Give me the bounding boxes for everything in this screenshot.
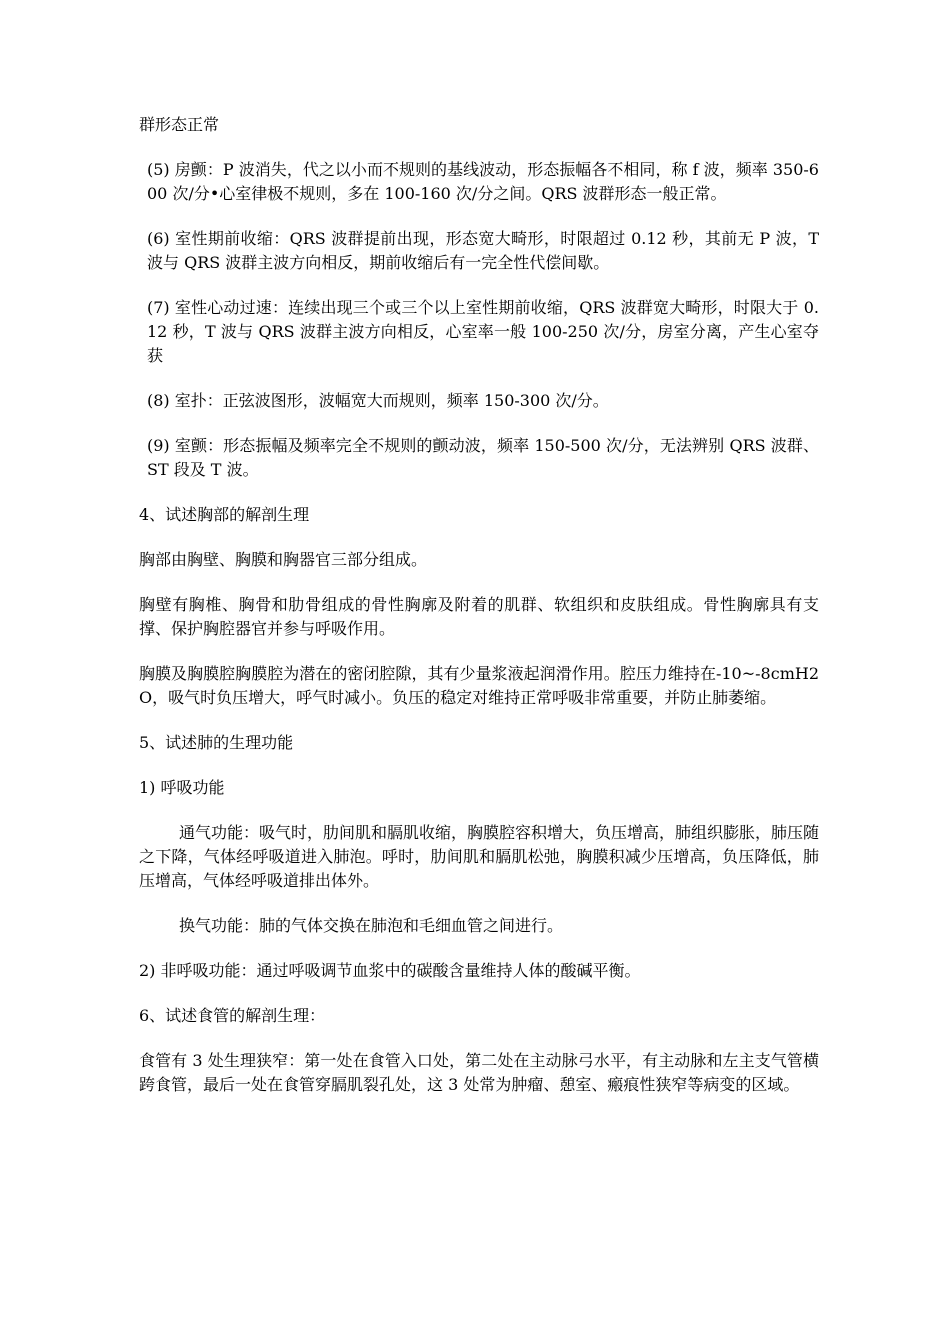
section-heading-chest-anatomy: 4、试述胸部的解剖生理 [139, 505, 310, 524]
paragraph-pleura: 胸膜及胸膜腔胸膜腔为潜在的密闭腔隙，其有少量浆液起润滑作用。腔压力维持在-10~-8cmH2O，吸气时负压增大，呼气时减小。负压的稳定对维持正常呼吸非常重要，并防止肺萎缩。 [139, 664, 819, 707]
paragraph-chest-composition: 胸部由胸壁、胸膜和胸器官三部分组成。 [139, 550, 428, 569]
subheading-respiratory-function: 1) 呼吸功能 [139, 778, 225, 797]
paragraph-ventricular-tachycardia: (7) 室性心动过速：连续出现三个或三个以上室性期前收缩，QRS 波群宽大畸形，时限大于 0.12 秒，T 波与 QRS 波群主波方向相反，心室率一般 100-250 次/分，房室分离，产生心室夺获 [147, 298, 819, 365]
paragraph-ventricular-fibrillation: (9) 室颤：形态振幅及频率完全不规则的颤动波，频率 150-500 次/分，无法辨别 QRS 波群、ST 段及 T 波。 [147, 436, 819, 479]
paragraph-gas-exchange: 换气功能：肺的气体交换在肺泡和毛细血管之间进行。 [179, 916, 564, 935]
paragraph-ventilation: 通气功能：吸气时，肋间肌和膈肌收缩，胸膜腔容积增大，负压增高，肺组织膨胀，肺压随之下降，气体经呼吸道进入肺泡。呼时，肋间肌和膈肌松弛，胸膜积减少压增高，负压降低，肺压增高，气体经呼吸道排出体外。 [139, 823, 820, 890]
document-body [139, 113, 819, 1097]
paragraph-non-respiratory-function: 2) 非呼吸功能：通过呼吸调节血浆中的碳酸含量维持人体的酸碱平衡。 [139, 961, 641, 980]
paragraph-chest-wall: 胸壁有胸椎、胸骨和肋骨组成的骨性胸廓及附着的肌群、软组织和皮肤组成。骨性胸廓具有支撑、保护胸腔器官并参与呼吸作用。 [139, 595, 819, 638]
paragraph-esophagus-narrowings: 食管有 3 处生理狭窄：第一处在食管入口处，第二处在主动脉弓水平，有主动脉和左主支气管横跨食管，最后一处在食管穿膈肌裂孔处，这 3 处常为肿瘤、憩室、瘢痕性狭窄等病变的区域。 [139, 1051, 819, 1094]
paragraph-ventricular-flutter: (8) 室扑：正弦波图形，波幅宽大而规则，频率 150-300 次/分。 [147, 391, 609, 410]
section-heading-lung-function: 5、试述肺的生理功能 [139, 733, 294, 752]
section-heading-esophagus-anatomy: 6、试述食管的解剖生理： [139, 1006, 326, 1025]
paragraph-premature-ventricular-contraction: (6) 室性期前收缩：QRS 波群提前出现，形态宽大畸形，时限超过 0.12 秒，其前无 P 波，T 波与 QRS 波群主波方向相反，期前收缩后有一完全性代偿间歇。 [147, 229, 819, 272]
paragraph-atrial-fibrillation: (5) 房颤：P 波消失，代之以小而不规则的基线波动，形态振幅各不相同，称 f 波，频率 350-600 次/分•心室律极不规则，多在 100-160 次/分之间。QRS 波群形态一般正常。 [147, 160, 819, 203]
paragraph-continuation: 群形态正常 [139, 115, 220, 134]
